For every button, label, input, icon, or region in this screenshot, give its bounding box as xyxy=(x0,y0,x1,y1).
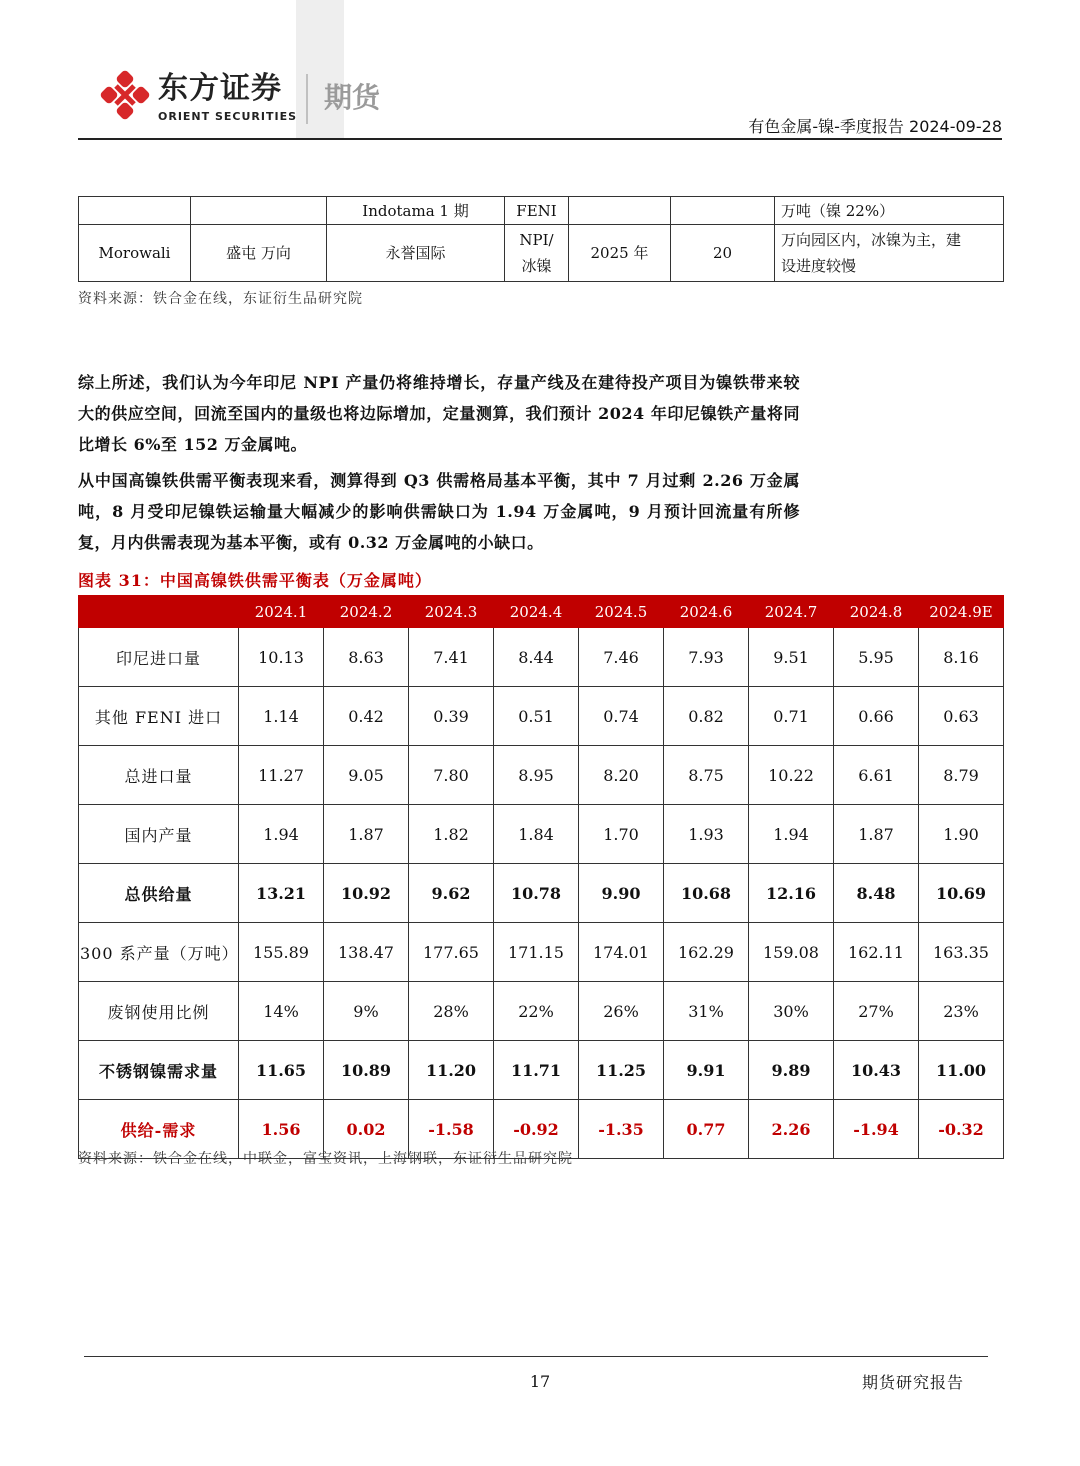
table-cell: 171.15 xyxy=(494,923,579,982)
row-label: 印尼进口量 xyxy=(79,628,239,687)
table-row xyxy=(79,864,1004,923)
table-cell: 9% xyxy=(324,982,409,1041)
table-cell: 9.90 xyxy=(579,864,664,923)
product-line: NPI/ xyxy=(519,231,554,249)
brand-name-en: ORIENT SECURITIES xyxy=(158,110,298,123)
investor-cell: 盛屯 万向 xyxy=(191,225,327,282)
row-label: 总供给量 xyxy=(79,864,239,923)
table-cell: 9.89 xyxy=(749,1041,834,1100)
table-cell: 1.56 xyxy=(239,1100,324,1159)
table-cell: 10.68 xyxy=(664,864,749,923)
table-cell: 万吨（镍 22%） xyxy=(775,197,1004,225)
table-cell: 9.05 xyxy=(324,746,409,805)
table-cell: -0.92 xyxy=(494,1100,579,1159)
row-label: 废钢使用比例 xyxy=(79,982,239,1041)
column-header: 2024.4 xyxy=(494,596,579,628)
table-row xyxy=(79,923,1004,982)
product-cell xyxy=(505,225,569,282)
page-number: 17 xyxy=(529,1372,551,1391)
table-cell: 1.87 xyxy=(324,805,409,864)
footer-label: 期货研究报告 xyxy=(861,1373,964,1392)
table-cell: 14% xyxy=(239,982,324,1041)
table-cell: 10.92 xyxy=(324,864,409,923)
table-cell: 12.16 xyxy=(749,864,834,923)
table-cell: 11.71 xyxy=(494,1041,579,1100)
table-cell: 162.11 xyxy=(834,923,919,982)
table-cell: 9.62 xyxy=(409,864,494,923)
table-row xyxy=(79,628,1004,687)
table-cell: 10.69 xyxy=(919,864,1004,923)
table-cell: 1.90 xyxy=(919,805,1004,864)
table-cell: 30% xyxy=(749,982,834,1041)
table-row xyxy=(79,1041,1004,1100)
table-cell: 11.20 xyxy=(409,1041,494,1100)
table-cell: 0.51 xyxy=(494,687,579,746)
table-cell: 10.89 xyxy=(324,1041,409,1100)
orient-securities-logo-icon xyxy=(100,70,150,120)
table-cell: 7.46 xyxy=(579,628,664,687)
header-gray-band xyxy=(296,0,344,140)
table-cell: 0.39 xyxy=(409,687,494,746)
column-header: 2024.8 xyxy=(834,596,919,628)
table-cell: 9.91 xyxy=(664,1041,749,1100)
source-note: 资料来源：铁合金在线，东证衍生品研究院 xyxy=(78,291,363,307)
table-cell: 22% xyxy=(494,982,579,1041)
brand-block xyxy=(158,72,297,123)
table-row xyxy=(79,805,1004,864)
source-note: 资料来源：铁合金在线，中联金，富宝资讯，上海钢联，东证衍生品研究院 xyxy=(78,1151,573,1167)
product-line: 冰镍 xyxy=(521,257,552,275)
table-cell: 8.20 xyxy=(579,746,664,805)
table-cell: 11.25 xyxy=(579,1041,664,1100)
column-header: 2024.1 xyxy=(239,596,324,628)
table-cell: 13.21 xyxy=(239,864,324,923)
row-label: 国内产量 xyxy=(79,805,239,864)
table-cell: 0.82 xyxy=(664,687,749,746)
body-paragraph: 从中国高镍铁供需平衡表现来看，测算得到 Q3 供需格局基本平衡，其中 7 月过剩 2.26 万金属吨，8 月受印尼镍铁运输量大幅减少的影响供需缺口为 1.94 万金属吨，9 月预计回流量有所修复，月内供需表现为基本平衡，或有 0.32 万金属吨的小缺口。 xyxy=(78,471,800,552)
row-label: 供给-需求 xyxy=(79,1100,239,1159)
table-cell: 10.13 xyxy=(239,628,324,687)
header-divider xyxy=(306,74,308,124)
table-cell: 1.82 xyxy=(409,805,494,864)
table-cell xyxy=(79,197,191,225)
table-cell: 0.02 xyxy=(324,1100,409,1159)
project-table xyxy=(78,196,1004,282)
table-cell: 11.00 xyxy=(919,1041,1004,1100)
table-cell: 8.79 xyxy=(919,746,1004,805)
table-cell: -1.35 xyxy=(579,1100,664,1159)
futures-tag: 期货 xyxy=(324,81,381,114)
table-cell xyxy=(569,197,671,225)
table-cell: 0.66 xyxy=(834,687,919,746)
table-cell: 163.35 xyxy=(919,923,1004,982)
table-row xyxy=(79,982,1004,1041)
table-cell: 159.08 xyxy=(749,923,834,982)
table-cell: 6.61 xyxy=(834,746,919,805)
table-cell: 7.93 xyxy=(664,628,749,687)
table-cell: 7.80 xyxy=(409,746,494,805)
table-cell: 162.29 xyxy=(664,923,749,982)
capacity-cell: 20 xyxy=(671,225,775,282)
table-cell: 27% xyxy=(834,982,919,1041)
table-cell: 5.95 xyxy=(834,628,919,687)
table-cell: 1.94 xyxy=(239,805,324,864)
table-cell: 0.42 xyxy=(324,687,409,746)
table-cell: 9.51 xyxy=(749,628,834,687)
table-cell: 177.65 xyxy=(409,923,494,982)
table-cell: 31% xyxy=(664,982,749,1041)
table-cell: 10.78 xyxy=(494,864,579,923)
table-cell xyxy=(191,197,327,225)
table-row xyxy=(79,687,1004,746)
report-title: 有色金属-镍-季度报告 2024-09-28 xyxy=(748,117,1002,136)
table-cell: 174.01 xyxy=(579,923,664,982)
row-label: 300 系产量（万吨） xyxy=(79,923,239,982)
project-cell: 永誉国际 xyxy=(327,225,505,282)
table-cell: 1.14 xyxy=(239,687,324,746)
table-cell: 11.27 xyxy=(239,746,324,805)
table-cell: 8.44 xyxy=(494,628,579,687)
table-cell: 1.84 xyxy=(494,805,579,864)
table-cell: 8.63 xyxy=(324,628,409,687)
table-cell: 138.47 xyxy=(324,923,409,982)
table-cell: 10.22 xyxy=(749,746,834,805)
table-cell: 11.65 xyxy=(239,1041,324,1100)
column-header: 2024.2 xyxy=(324,596,409,628)
table-cell: 8.48 xyxy=(834,864,919,923)
row-label: 其他 FENI 进口 xyxy=(79,687,239,746)
column-header: 2024.5 xyxy=(579,596,664,628)
table-cell: 1.94 xyxy=(749,805,834,864)
table-cell: 0.74 xyxy=(579,687,664,746)
table-cell: 1.87 xyxy=(834,805,919,864)
column-header: 2024.3 xyxy=(409,596,494,628)
year-cell: 2025 年 xyxy=(569,225,671,282)
table-row xyxy=(79,197,1004,225)
brand-name-cn: 东方证券 xyxy=(158,71,282,106)
table-cell: Indotama 1 期 xyxy=(327,197,505,225)
row-label: 总进口量 xyxy=(79,746,239,805)
balance-table xyxy=(78,595,1004,1159)
table-cell: 10.43 xyxy=(834,1041,919,1100)
column-header: 2024.6 xyxy=(664,596,749,628)
region-cell: Morowali xyxy=(79,225,191,282)
table-cell: 2.26 xyxy=(749,1100,834,1159)
table-cell: 28% xyxy=(409,982,494,1041)
table-row xyxy=(79,746,1004,805)
table-cell: 26% xyxy=(579,982,664,1041)
row-label: 不锈钢镍需求量 xyxy=(79,1041,239,1100)
note-line: 设进度较慢 xyxy=(781,257,857,275)
footer-rule xyxy=(84,1356,988,1357)
table-cell: 7.41 xyxy=(409,628,494,687)
column-header xyxy=(79,596,239,628)
header-rule xyxy=(78,138,1002,140)
table-cell: 8.16 xyxy=(919,628,1004,687)
table-cell: -1.94 xyxy=(834,1100,919,1159)
table-cell: 0.71 xyxy=(749,687,834,746)
table-row xyxy=(79,225,1004,282)
table-cell: 8.75 xyxy=(664,746,749,805)
table-cell: FENI xyxy=(505,197,569,225)
table-cell xyxy=(671,197,775,225)
column-header: 2024.7 xyxy=(749,596,834,628)
table-cell: -1.58 xyxy=(409,1100,494,1159)
table-cell: 8.95 xyxy=(494,746,579,805)
note-line: 万向园区内，冰镍为主，建 xyxy=(781,231,962,249)
column-header: 2024.9E xyxy=(919,596,1004,628)
table-cell: 23% xyxy=(919,982,1004,1041)
table-cell: 0.77 xyxy=(664,1100,749,1159)
table-cell: 155.89 xyxy=(239,923,324,982)
table-cell: -0.32 xyxy=(919,1100,1004,1159)
table-cell: 0.63 xyxy=(919,687,1004,746)
body-paragraph: 综上所述，我们认为今年印尼 NPI 产量仍将维持增长，存量产线及在建待投产项目为镍铁带来较大的供应空间，回流至国内的量级也将边际增加，定量测算，我们预计 2024 年印尼镍铁产量将同比增长 6%至 152 万金属吨。 xyxy=(78,373,800,454)
note-cell xyxy=(775,225,1004,282)
table-cell: 1.93 xyxy=(664,805,749,864)
figure-title: 图表 31：中国高镍铁供需平衡表（万金属吨） xyxy=(78,571,432,590)
table-cell: 1.70 xyxy=(579,805,664,864)
table-header-row xyxy=(79,596,1004,628)
